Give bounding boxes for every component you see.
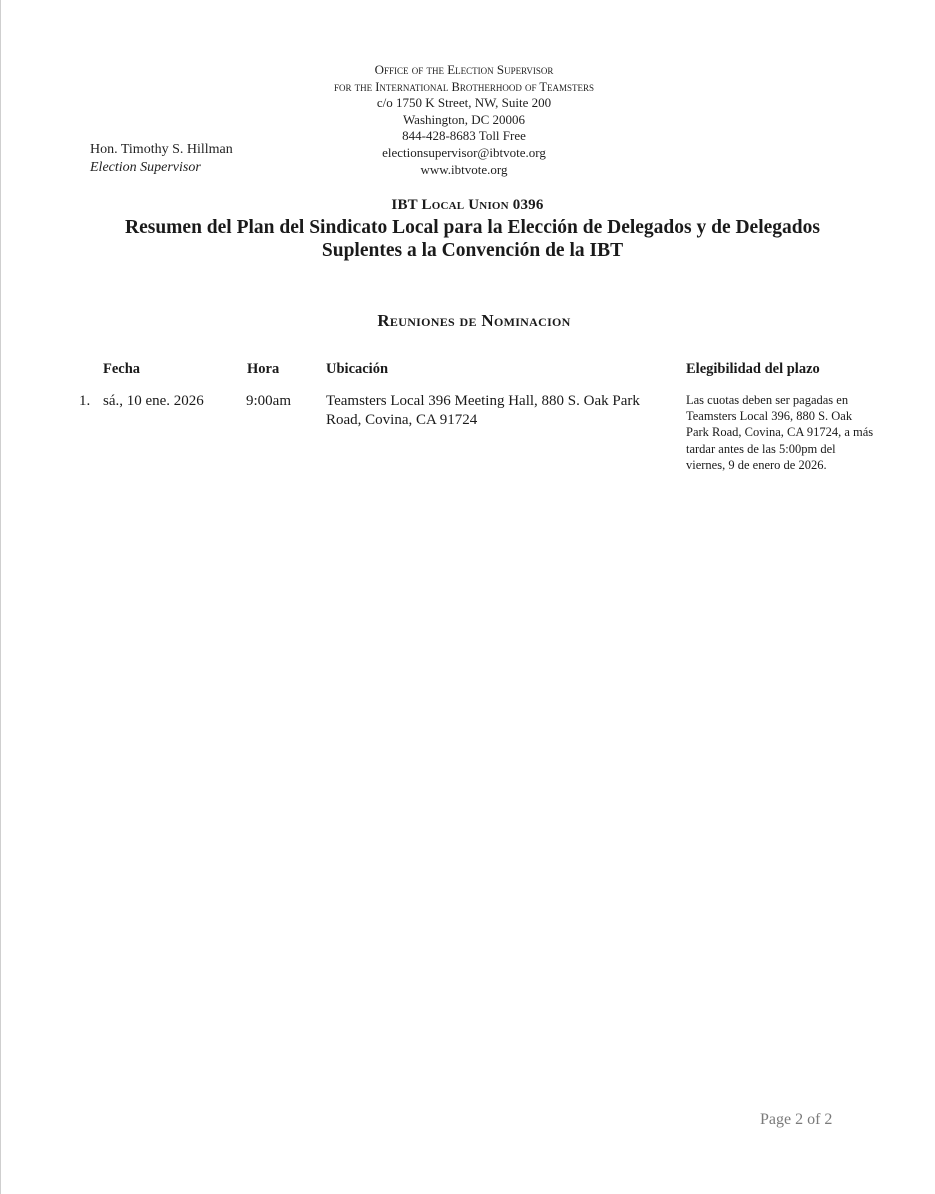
office-city: Washington, DC 20006 xyxy=(402,111,526,127)
page-number: Page 2 of 2 xyxy=(760,1111,833,1128)
supervisor-role: Election Supervisor xyxy=(90,160,201,175)
supervisor-name: Hon. Timothy S. Hillman xyxy=(90,142,233,157)
document-title: Resumen del Plan del Sindicato Local para la Elección de Delegados y de Delegados Suplentes a la Convención de la IBT xyxy=(125,217,820,261)
row-elegibilidad: Las cuotas deben ser pagadas en Teamsters Local 396, 880 S. Oak Park Road, Covina, CA 91724, a más tardar antes de las 5:00pm del viernes, 9 de enero de 2026. xyxy=(686,393,874,472)
row-number: 1. xyxy=(79,393,91,409)
column-header-ubicacion: Ubicación xyxy=(326,361,389,377)
office-phone: 844-428-8683 Toll Free xyxy=(402,128,526,144)
row-hora: 9:00am xyxy=(246,393,291,409)
office-line-2: for the International Brotherhood of Teamsters xyxy=(333,79,595,94)
office-address: c/o 1750 K Street, NW, Suite 200 xyxy=(376,95,552,111)
local-union-title: IBT Local Union 0396 xyxy=(391,197,544,213)
row-fecha: sá., 10 ene. 2026 xyxy=(103,393,204,409)
row-ubicacion: Teamsters Local 396 Meeting Hall, 880 S. Oak Park Road, Covina, CA 91724 xyxy=(326,393,640,428)
office-website: www.ibtvote.org xyxy=(420,161,508,177)
page-edge xyxy=(0,0,1,1194)
column-header-elegibilidad: Elegibilidad del plazo xyxy=(686,361,820,377)
office-line-1: Office of the Election Supervisor xyxy=(374,62,554,77)
office-email: electionsupervisor@ibtvote.org xyxy=(382,144,546,160)
section-title: Reuniones de Nominacion xyxy=(377,311,571,330)
column-header-fecha: Fecha xyxy=(103,361,141,377)
office-header xyxy=(290,62,638,178)
column-header-hora: Hora xyxy=(247,361,280,377)
supervisor-block xyxy=(90,141,233,177)
